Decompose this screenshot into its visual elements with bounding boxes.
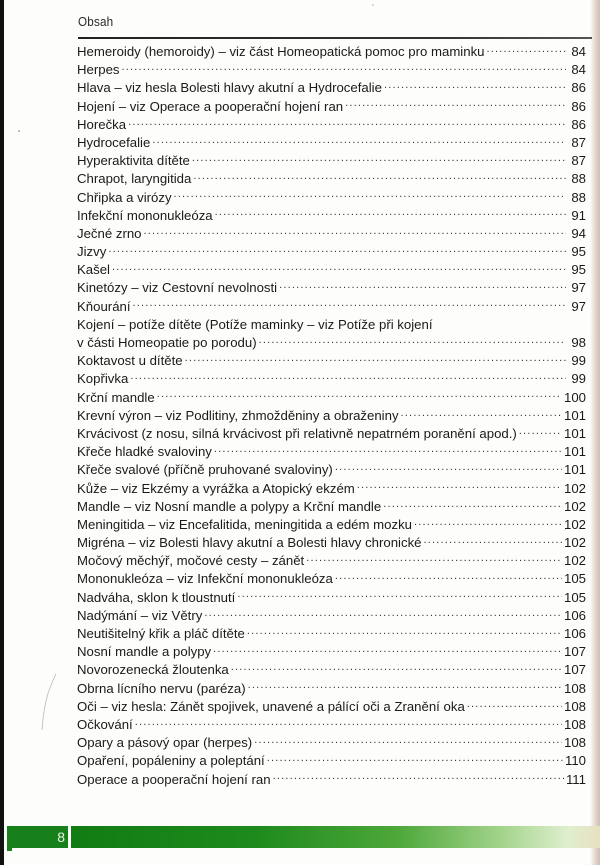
dot-leader: [414, 517, 562, 529]
toc-page-number: 106: [563, 626, 586, 642]
scan-left-edge: [0, 0, 4, 865]
page-number-box-tab: [7, 846, 12, 851]
dot-leader: [193, 171, 566, 183]
toc-entry: [77, 207, 586, 225]
dot-leader: [384, 80, 566, 92]
toc-entry-text: Kňourání: [77, 298, 131, 314]
toc-entry-text: Koktavost u dítěte: [77, 353, 183, 369]
toc-page-number: 107: [563, 644, 586, 660]
toc-entry: [77, 134, 586, 152]
toc-entry: [77, 279, 586, 297]
toc-entry: [77, 389, 586, 407]
toc-entry-text: Meningitida – viz Encefalitida, meningitida a edém mozku: [77, 516, 412, 532]
toc-entry: [77, 589, 586, 607]
toc-page-number: 102: [563, 535, 586, 551]
header-rule: [78, 37, 592, 39]
dot-leader: [152, 135, 566, 147]
toc-entry: [77, 661, 586, 679]
toc-entry: [77, 443, 586, 461]
toc-entry-text: Novorozenecká žloutenka: [77, 662, 229, 678]
toc-entry-text: Nadváha, sklon k tloustnutí: [77, 589, 236, 605]
toc-entry: [77, 425, 586, 443]
dot-leader: [135, 717, 562, 729]
toc-page-number: 86: [571, 80, 586, 96]
dot-leader: [174, 190, 566, 202]
dot-leader: [383, 499, 562, 511]
dot-leader: [112, 262, 566, 274]
toc-entry: [77, 498, 586, 516]
toc-page-number: 108: [563, 680, 586, 696]
toc-page-number: 84: [571, 44, 586, 59]
toc-entry: [77, 534, 586, 552]
toc-entry-text: Kůže – viz Ekzémy a vyrážka a Atopický ekzém: [77, 480, 355, 496]
toc-page-number: 102: [563, 480, 586, 496]
dot-leader: [122, 62, 566, 74]
toc-page-number: 111: [565, 771, 586, 787]
toc-entry-text: Hemeroidy (hemoroidy) – viz část Homeopatická pomoc pro maminku: [77, 44, 485, 59]
toc-page-number: 95: [571, 244, 586, 260]
dot-leader: [345, 99, 566, 111]
toc-page-number: 108: [563, 735, 586, 751]
toc-entry: [77, 552, 586, 570]
dot-leader: [424, 535, 562, 547]
toc-entry-text: Hlava – viz hesla Bolesti hlavy akutní a Hydrocefalie: [77, 80, 382, 96]
dot-leader: [215, 208, 566, 220]
dot-leader: [213, 644, 562, 656]
dot-leader: [401, 408, 562, 420]
toc-entry-text: Horečka: [77, 116, 127, 132]
toc-entry: [77, 370, 586, 388]
toc-entry-text: Kašel: [77, 262, 110, 278]
toc-entry-text: Infekční mononukleóza: [77, 207, 213, 223]
toc-entry: [77, 716, 586, 734]
toc-entry-text: Opaření, popáleniny a poleptání: [77, 753, 265, 769]
toc-entry-text: Kopřivka: [77, 371, 129, 387]
toc-page-number: 105: [563, 571, 586, 587]
dot-leader: [254, 735, 562, 747]
footer-green-band: [71, 826, 600, 848]
dot-leader: [128, 117, 566, 129]
toc-page-number: 97: [571, 280, 586, 296]
toc-entry: [77, 170, 586, 188]
toc-entry-text: Kojení – potíže dítěte (Potíže maminky – viz Potíže při kojení: [77, 316, 433, 332]
toc-entry-text: Krevní výron – viz Podlitiny, zhmožděniny a obraženiny: [77, 407, 399, 423]
dot-leader: [204, 608, 562, 620]
toc-entry-text: Herpes: [77, 62, 120, 78]
toc-entry-text: Krvácivost (z nosu, silná krvácivost při relativně nepatrném poranění apod.): [77, 425, 517, 441]
toc-entry-text: Hyperaktivita dítěte: [77, 153, 190, 169]
pencil-mark: [38, 672, 58, 732]
toc-page-number: 98: [571, 335, 586, 351]
toc-entry: [77, 680, 586, 698]
page-footer: [7, 826, 600, 850]
toc-entry-text: Oči – viz hesla: Zánět spojivek, unavené a pálící oči a Zranění oka: [77, 698, 465, 714]
toc-page-number: 91: [571, 207, 586, 223]
dot-leader: [133, 299, 566, 311]
dot-leader: [335, 462, 562, 474]
toc-entry-text: Hydrocefalie: [77, 134, 151, 150]
toc-entry: [77, 734, 586, 752]
toc-page-number: 99: [571, 353, 586, 369]
toc-entry-text: Nosní mandle a polypy: [77, 644, 212, 660]
toc-page-number: 88: [571, 171, 586, 187]
toc-page-number: 101: [563, 462, 586, 478]
dot-leader: [357, 481, 562, 493]
dot-leader: [259, 335, 566, 347]
toc-entry: [77, 61, 586, 79]
toc-entry-text: Očkování: [77, 716, 133, 732]
toc-page-number: 97: [571, 298, 586, 314]
toc-entry-text: Migréna – viz Bolesti hlavy akutní a Bolesti hlavy chronické: [77, 535, 422, 551]
toc-page-number: 101: [563, 425, 586, 441]
toc-entry: [77, 643, 586, 661]
dot-leader: [487, 44, 567, 56]
toc-entry-text: Chřipka a virózy: [77, 189, 172, 205]
toc-page-number: 100: [563, 389, 586, 405]
dot-leader: [267, 753, 563, 765]
page-binding-edge: [590, 0, 600, 865]
dot-leader: [237, 590, 562, 602]
dot-leader: [192, 153, 566, 165]
toc-entry-text: Jizvy: [77, 244, 107, 260]
dot-leader: [231, 662, 562, 674]
toc-entry-text: Operace a pooperační hojení ran: [77, 771, 271, 787]
dot-leader: [273, 772, 564, 784]
toc-entry-text: Nadýmání – viz Větry: [77, 607, 203, 623]
toc-entry-text: Mandle – viz Nosní mandle a polypy a Krční mandle: [77, 498, 382, 514]
toc-page-number: 106: [563, 607, 586, 623]
dot-leader: [335, 571, 562, 583]
toc-page-number: 102: [563, 498, 586, 514]
toc-page-number: 108: [563, 716, 586, 732]
toc-entry: [77, 243, 586, 261]
toc-entry-text: Křeče svalové (příčně pruhované svaloviny): [77, 462, 333, 478]
toc-entry: [77, 79, 586, 97]
dot-leader: [108, 244, 566, 256]
dot-leader: [519, 426, 562, 438]
toc-entry-text: Obrna lícního nervu (paréza): [77, 680, 246, 696]
toc-entry-text: Neutišitelný křik a pláč dítěte: [77, 626, 245, 642]
toc-entry: [77, 116, 586, 134]
toc-entry: [77, 98, 586, 116]
toc-entry: [77, 461, 586, 479]
toc-entry: [77, 316, 586, 352]
toc-entry: [77, 152, 586, 170]
toc-page-number: 87: [571, 153, 586, 169]
toc-page-number: 101: [563, 444, 586, 460]
section-title: Obsah: [78, 14, 114, 29]
toc-page-number: 94: [571, 225, 586, 241]
toc-entry: [77, 407, 586, 425]
toc-page-number: 84: [571, 62, 586, 78]
toc-entry: [77, 225, 586, 243]
toc-page-number: 99: [571, 371, 586, 387]
toc-entry-text: Křeče hladké svaloviny: [77, 444, 212, 460]
scan-speck: [18, 130, 20, 132]
dot-leader: [130, 371, 566, 383]
toc-page-number: 102: [563, 516, 586, 532]
dot-leader: [214, 444, 562, 456]
dot-leader: [144, 226, 566, 238]
page-number-box: [7, 826, 68, 848]
toc-page-number: 101: [563, 407, 586, 423]
toc-page-number: 105: [563, 589, 586, 605]
toc-entry: [77, 43, 586, 61]
toc-entry-text-continued: v části Homeopatie po porodu): [77, 335, 257, 351]
toc-page-number: 102: [563, 553, 586, 569]
toc-page-number: 88: [571, 189, 586, 205]
toc-entry-text: Ječné zrno: [77, 225, 142, 241]
dot-leader: [185, 353, 566, 365]
toc-entry-text: Krční mandle: [77, 389, 155, 405]
toc-page-number: 110: [564, 753, 586, 769]
toc-entry-text: Kinetózy – viz Cestovní nevolnosti: [77, 280, 278, 296]
page-number: 8: [57, 829, 65, 845]
page-header: [78, 13, 592, 31]
dot-leader: [279, 280, 566, 292]
toc-entry: [77, 261, 586, 279]
toc-page-number: 87: [571, 134, 586, 150]
toc-page-number: 86: [571, 98, 586, 114]
toc-entry-text: Hojení – viz Operace a pooperační hojení ran: [77, 98, 344, 114]
toc-entry: [77, 352, 586, 370]
toc-entry-continuation: [77, 334, 586, 352]
toc-entry: [77, 607, 586, 625]
dot-leader: [248, 681, 562, 693]
toc-entry-text: Močový měchýř, močové cesty – zánět: [77, 553, 305, 569]
toc-entry: [77, 298, 586, 316]
toc-entry-text: Mononukleóza – viz Infekční mononukleóza: [77, 571, 333, 587]
table-of-contents: [77, 43, 586, 789]
toc-entry: [77, 189, 586, 207]
toc-entry: [77, 516, 586, 534]
toc-page-number: 107: [563, 662, 586, 678]
toc-entry-text: Chrapot, laryngitida: [77, 171, 192, 187]
toc-entry: [77, 752, 586, 770]
toc-entry: [77, 625, 586, 643]
toc-page-number: 108: [563, 698, 586, 714]
dot-leader: [157, 390, 562, 402]
toc-page-number: 95: [571, 262, 586, 278]
toc-entry-text: Opary a pásový opar (herpes): [77, 735, 253, 751]
scan-speck: [372, 4, 374, 6]
toc-entry: [77, 480, 586, 498]
dot-leader: [306, 553, 562, 565]
dot-leader: [247, 626, 562, 638]
dot-leader: [467, 699, 562, 711]
toc-entry: [77, 570, 586, 588]
toc-entry: [77, 771, 586, 789]
toc-page-number: 86: [571, 116, 586, 132]
toc-entry: [77, 698, 586, 716]
